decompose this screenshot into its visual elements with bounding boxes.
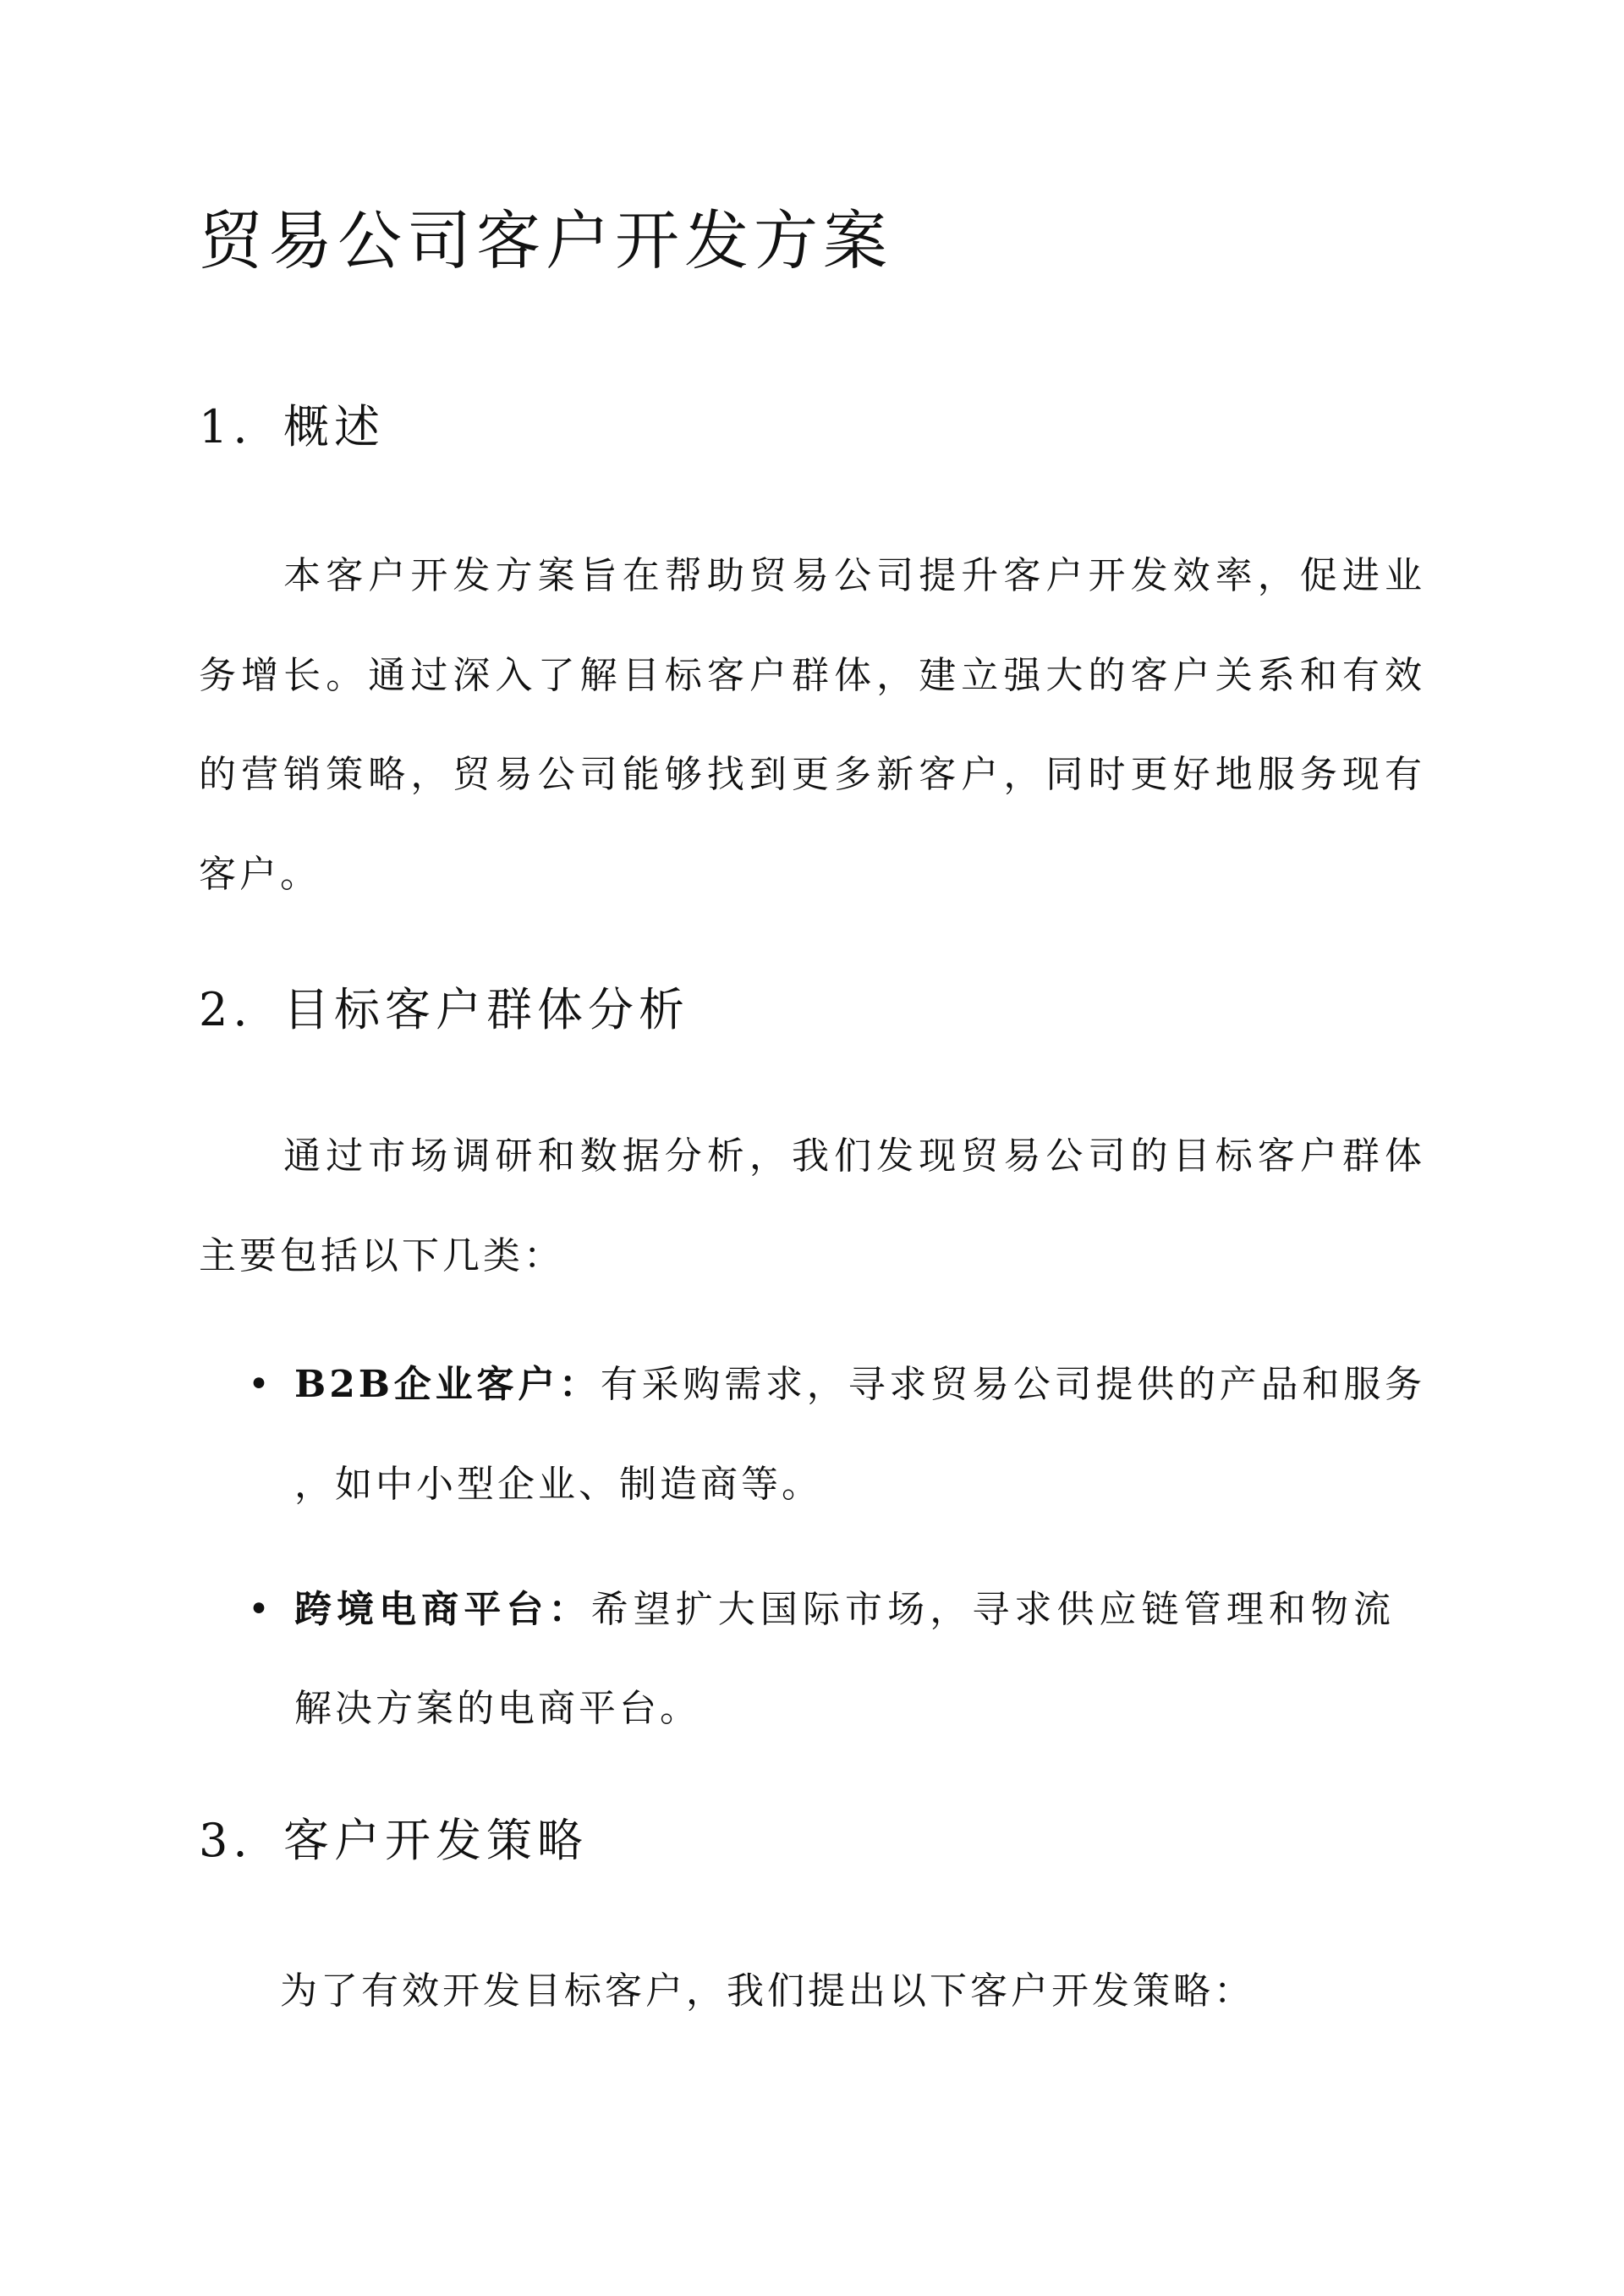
section-heading-text: 概述 <box>283 400 385 453</box>
document-title: 贸易公司客户开发方案 <box>199 203 892 278</box>
paragraph-line: 务增长。通过深入了解目标客户群体，建立强大的客户关系和有效 <box>199 654 1425 697</box>
section-heading-text: 客户开发策略 <box>283 1814 588 1867</box>
paragraph-line: 通过市场调研和数据分析，我们发现贸易公司的目标客户群体 <box>199 1134 1425 1178</box>
bullet-continuation: ，如中小型企业、制造商等。 <box>294 1463 822 1506</box>
bullet-text: 有采购需求，寻求贸易公司提供的产品和服务 <box>600 1363 1425 1406</box>
section-heading-overview <box>199 398 385 457</box>
section-number: 2. <box>199 983 253 1036</box>
section-heading-target-analysis <box>199 980 689 1040</box>
bullet-item-b2b <box>294 1359 1425 1410</box>
paragraph-line: 主要包括以下几类： <box>199 1234 564 1277</box>
section-number: 1. <box>199 400 253 453</box>
bullet-label: B2B企业客户： <box>294 1363 601 1406</box>
bullet-icon: • <box>248 1588 270 1631</box>
section-heading-text: 目标客户群体分析 <box>283 983 689 1036</box>
section-number: 3. <box>199 1814 253 1867</box>
bullet-label: 跨境电商平台： <box>294 1588 591 1631</box>
paragraph-line: 为了有效开发目标客户，我们提出以下客户开发策略： <box>199 1969 1254 2013</box>
bullet-item-cross-border <box>294 1585 1394 1635</box>
paragraph-line: 本客户开发方案旨在帮助贸易公司提升客户开发效率，促进业 <box>199 554 1425 597</box>
bullet-text: 希望扩大国际市场，寻求供应链管理和物流 <box>590 1588 1395 1631</box>
paragraph-line: 的营销策略，贸易公司能够找到更多新客户，同时更好地服务现有 <box>199 753 1425 796</box>
bullet-continuation: 解决方案的电商平台。 <box>294 1687 700 1730</box>
section-heading-strategy <box>199 1811 588 1870</box>
bullet-icon: • <box>248 1363 270 1406</box>
paragraph-line: 客户。 <box>199 853 321 896</box>
